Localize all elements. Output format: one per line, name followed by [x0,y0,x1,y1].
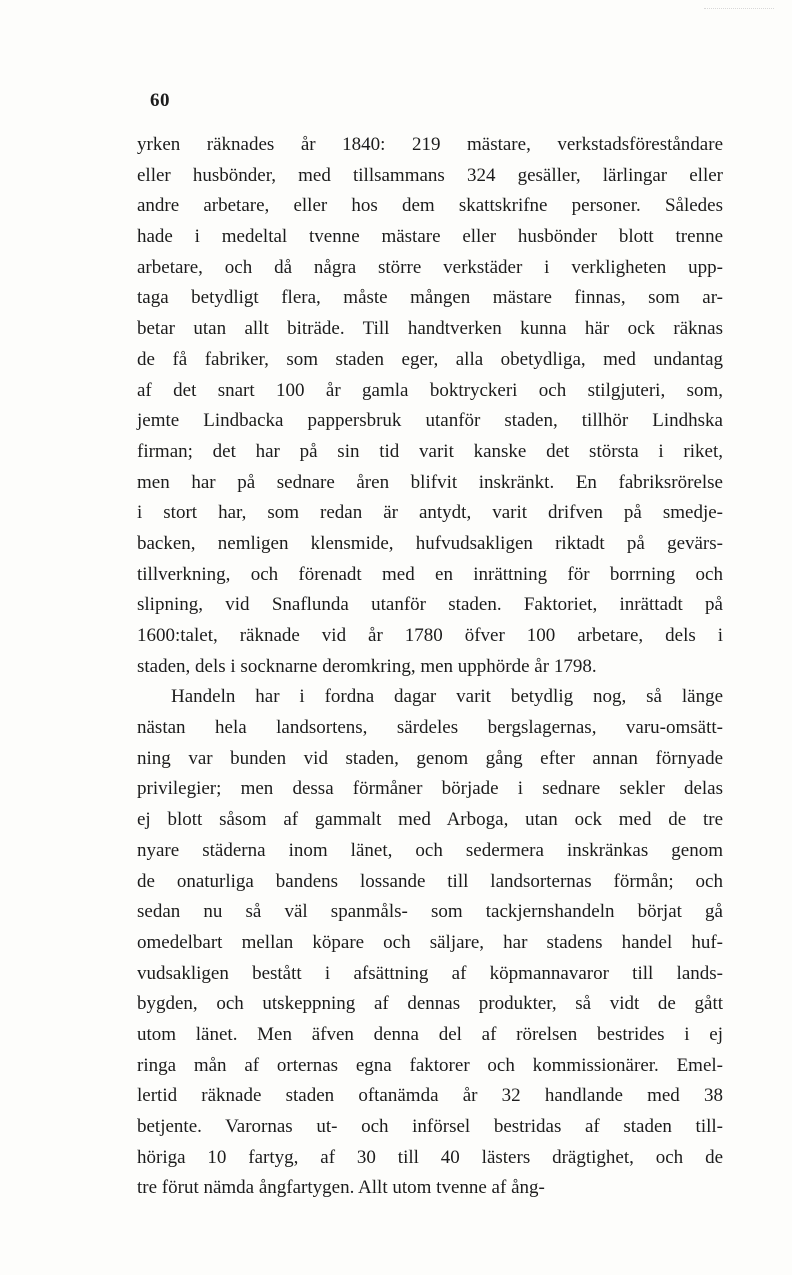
text-line: firman; det har på sin tid varit kanske det största i riket, [137,440,723,462]
text-line: vudsakligen bestått i afsättning af köpmannavaror till lands- [137,962,723,984]
text-line: omedelbart mellan köpare och säljare, har stadens handel huf- [137,931,723,953]
text-line: slipning, vid Snaflunda utanför staden. Faktoriet, inrättadt på [137,594,723,616]
text-line: utom länet. Men äfven denna del af rörelsen bestrides i ej [137,1023,723,1045]
text-line: ej blott såsom af gammalt med Arboga, utan ock med de tre [137,809,723,831]
text-line: i stort har, som redan är antydt, varit drifven på smedje- [137,502,723,524]
text-line: lertid räknade staden oftanämda år 32 handlande med 38 [137,1085,723,1107]
text-line: nyare städerna inom länet, och sedermera inskränkas genom [137,839,723,861]
text-line: andre arbetare, eller hos dem skattskrifne personer. Således [137,195,723,217]
text-line: nästan hela landsortens, särdeles bergslagernas, varu-omsätt- [137,717,723,739]
text-line: bygden, och utskeppning af dennas produkter, så vidt de gått [137,993,723,1015]
text-line: betar utan allt biträde. Till handtverken kunna här ock räknas [137,318,723,340]
text-line: höriga 10 fartyg, af 30 till 40 lästers drägtighet, och de [137,1146,723,1168]
paragraph-trades [137,130,723,682]
text-line: ning var bunden vid staden, genom gång efter annan förnyade [137,747,723,769]
text-line: de onaturliga bandens lossande till landsorternas förmån; och [137,870,723,892]
body-text [137,130,723,1204]
page-number: 60 [150,90,170,111]
text-line: hade i medeltal tvenne mästare eller husbönder blott trenne [137,226,723,248]
paragraph-commerce [137,682,723,1204]
text-line: Handeln har i fordna dagar varit betydlig nog, så länge [171,686,723,708]
text-line: tillverkning, och förenadt med en inrättning för borrning och [137,563,723,585]
text-line: jemte Lindbacka pappersbruk utanför staden, tillhör Lindhska [137,410,723,432]
text-line: af det snart 100 år gamla boktryckeri och stilgjuteri, som, [137,379,723,401]
text-line: privilegier; men dessa förmåner började i sednare sekler delas [137,778,723,800]
text-line: staden, dels i socknarne deromkring, men upphörde år 1798. [137,655,597,677]
text-line: eller husbönder, med tillsammans 324 gesäller, lärlingar eller [137,164,723,186]
text-line: arbetare, och då några större verkstäder i verkligheten upp- [137,256,723,278]
text-line: taga betydligt flera, måste mången mästare finnas, som ar- [137,287,723,309]
scan-edge-mark [704,8,774,11]
text-line: ringa mån af orternas egna faktorer och kommissionärer. Emel- [137,1054,723,1076]
text-line: yrken räknades år 1840: 219 mästare, verkstadsföreståndare [137,134,723,155]
text-line: betjente. Varornas ut- och införsel bestridas af staden till- [137,1116,723,1137]
text-line: backen, nemligen klensmide, hufvudsakligen riktadt på gevärs- [137,532,723,554]
text-line: tre förut nämda ångfartygen. Allt utom tvenne af ång- [137,1177,545,1199]
text-line: men har på sednare åren blifvit inskränkt. En fabriksrörelse [137,471,723,493]
text-line: 1600:talet, räknade vid år 1780 öfver 100 arbetare, dels i [137,625,723,646]
text-line: de få fabriker, som staden eger, alla obetydliga, med undantag [137,348,723,370]
text-line: sedan nu så väl spanmåls- som tackjernshandeln börjat gå [137,901,723,923]
